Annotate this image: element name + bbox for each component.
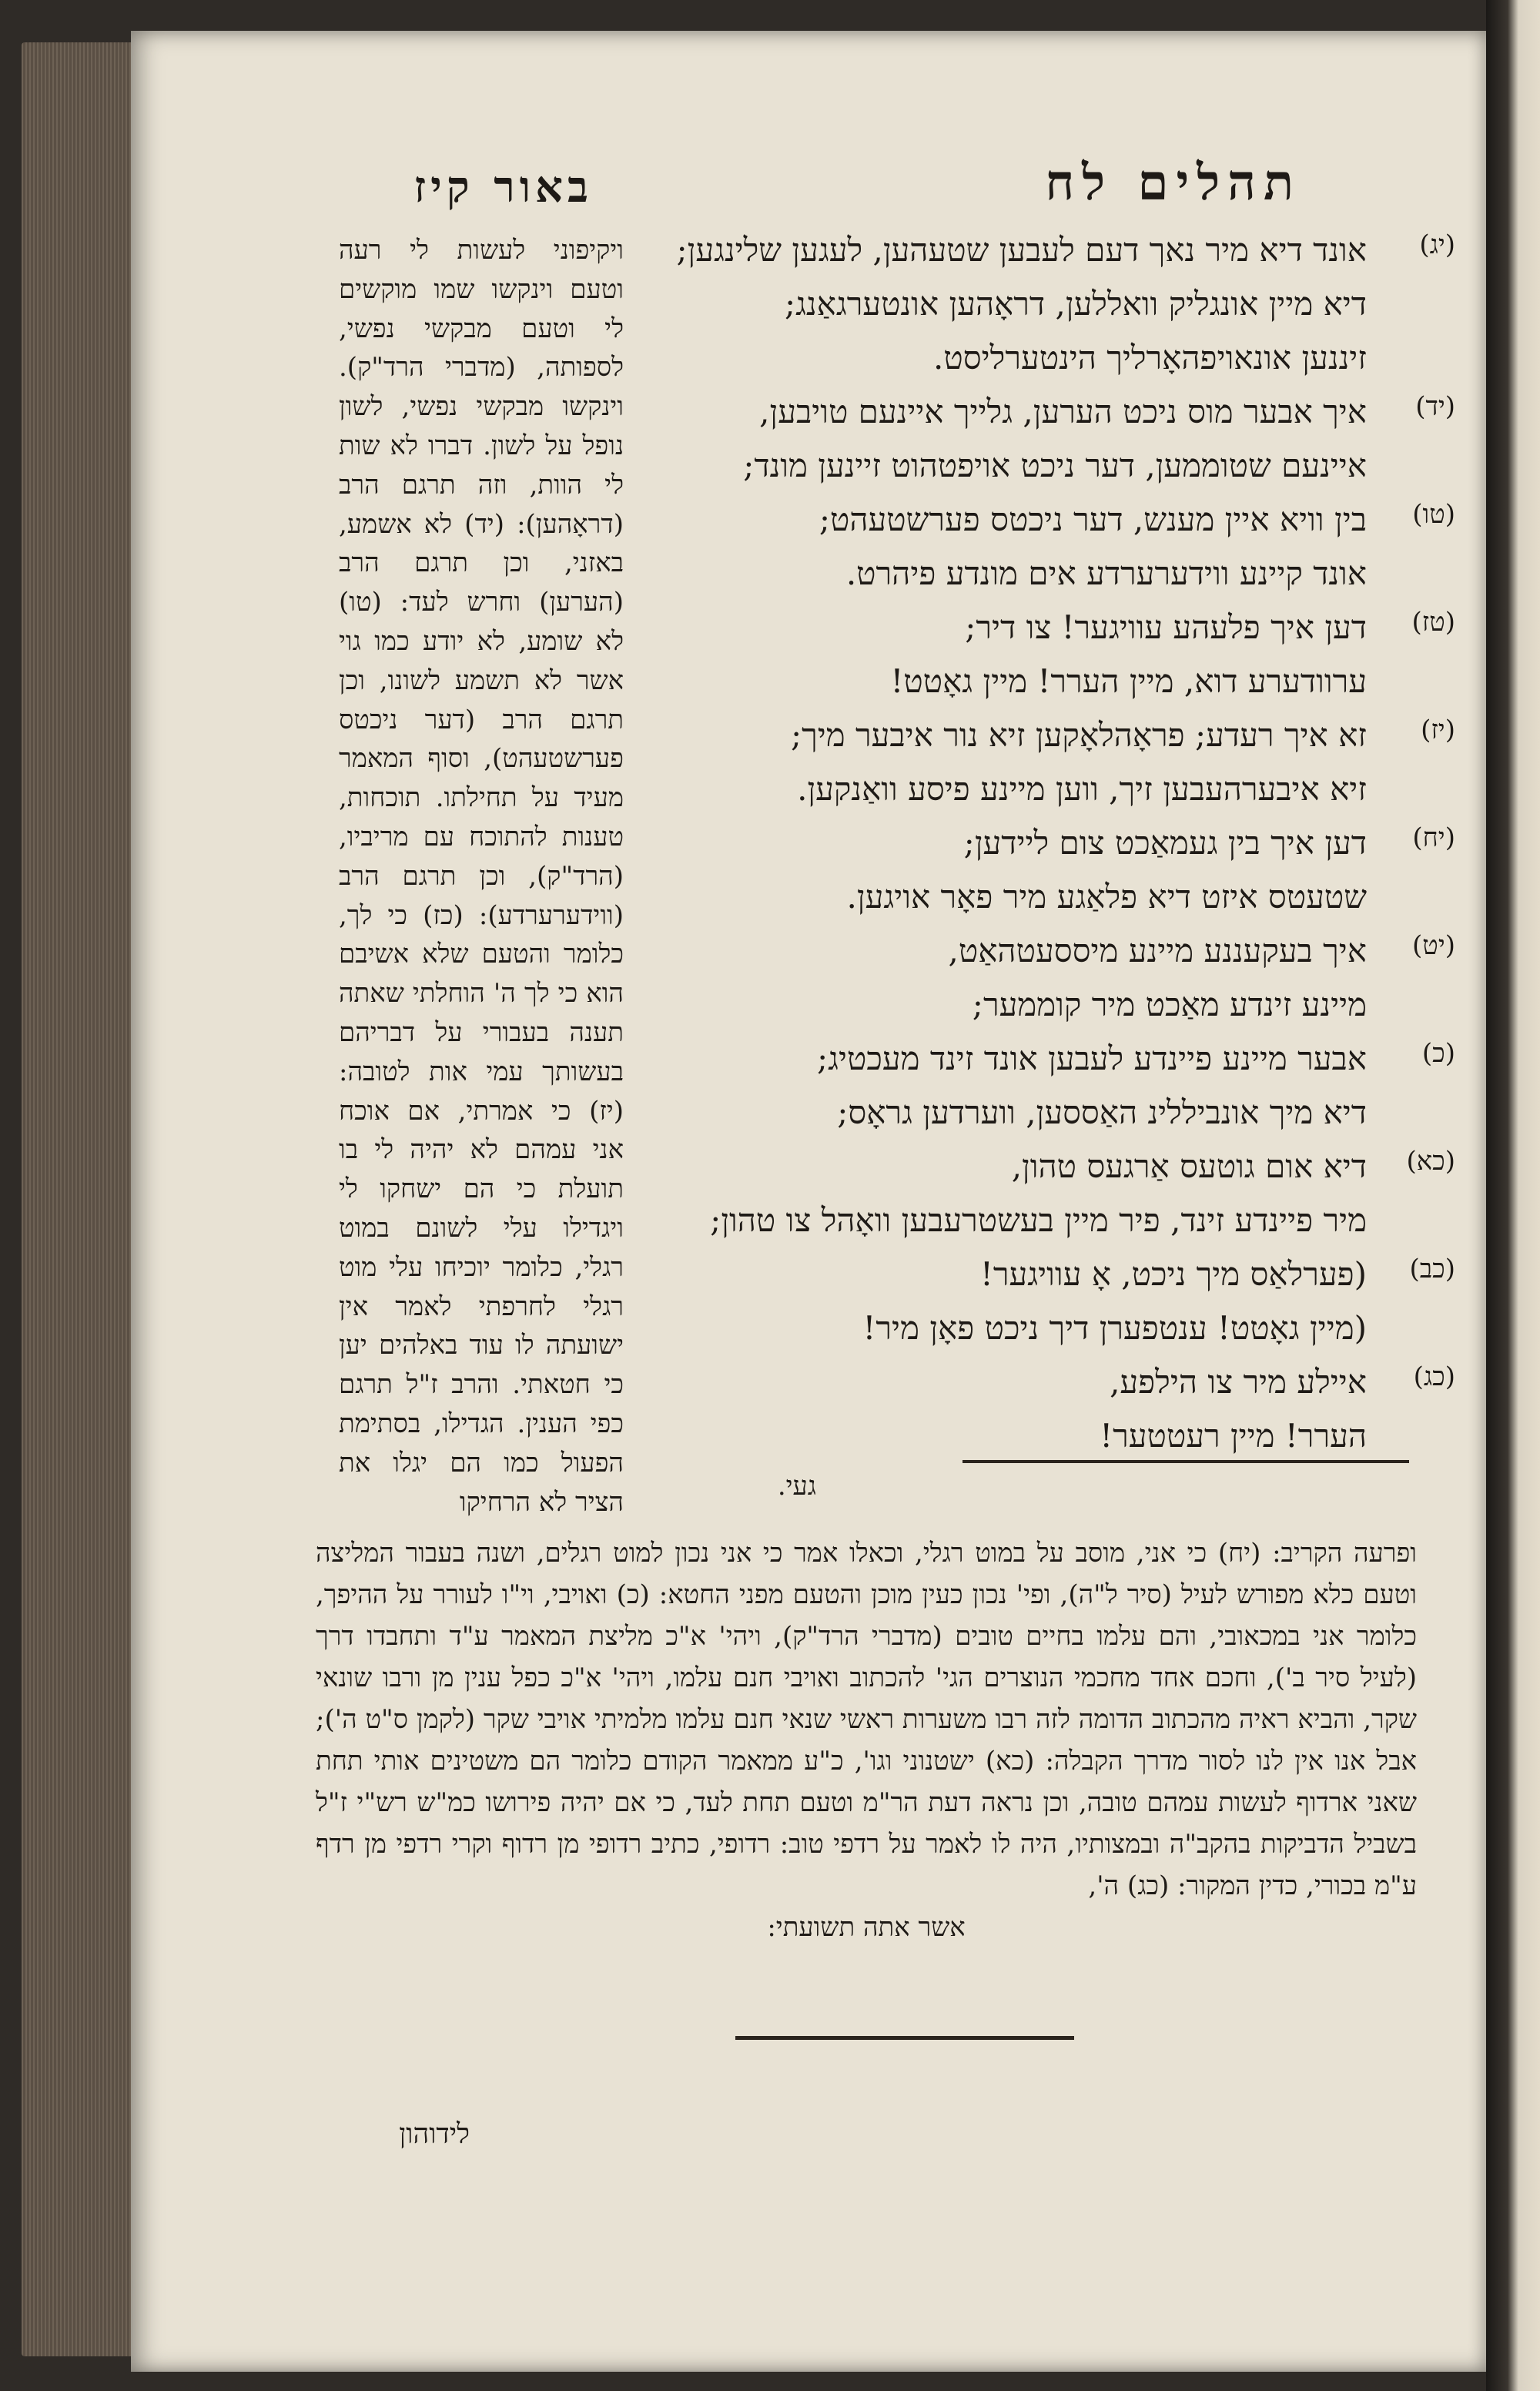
- footnotes-text: ופרעה הקריב: (יח) כי אני, מוסב על במוט רגלי, וכאלו אמר כי אני נכון למוט רגלים, ושנה בעבור המליצה וטעם כלא מפורש לעיל (סיר ל"ה), ופי' נכון כעין מוכן והטעם מפני החטא: (כ) ואויבי, וי"ו לעורר על ההיפך, כלומר אני במכאובי, והם עלמו בחיים טובים (מדברי הרד"ק), ויהי' א"כ מליצת המאמר ע"ד ותחבדו דרך (לעיל סיר ב'), וחכם אחד מחכמי הנוצרים הגי' להכתוב ואויבי חנם עלמו, ויהי' א"כ כפל ענין מן ורבו שונאי שקר, והביא ראיה מהכתוב הדומה לזה רבו משערות ראשי שנאי חנם עלמו מלמיתי אויבי שקר (לקמן ס"ט ה'); אבל אנו אין לנו לסור מדרך הקבלה: (כא) ישטנוני וגו', כ"ע ממאמר הקודם כלומר הם משטינים אותי תחת שאני ארדוף לעשות עמהם טובה, וכן נראה דעת הר"מ וטעם תחת לעד, כי אם יהיה פירושו כמ"ש רש"י ז"ל בשביל הדביקות בהקב"ה ובמצותיו, היה לו לאמר על רדפי טוב: רדופי, כתיב רדופי מן רדוף וקרי רדפי מן רדף ע"מ בכורי, כדין המקור: (כג) ה',: [316, 1538, 1417, 1901]
- verse-13: [678, 223, 1455, 385]
- verse-number: (כ): [1421, 1038, 1455, 1069]
- verse-line: ערוודערע דוא, מיין הערר! מיין גאָטט!: [890, 662, 1367, 700]
- verse-17: [678, 708, 1455, 816]
- verse-number: (כב): [1409, 1254, 1455, 1284]
- footnotes-last-line: אשר אתה תשועתי:: [767, 1912, 966, 1943]
- verse-line: דיא אום גוטעס אַרגעס טהון,: [1011, 1147, 1367, 1185]
- verse-number: (כג): [1413, 1361, 1455, 1392]
- verse-number: (יח): [1412, 822, 1455, 853]
- verse-line: איינעם שטוממען, דער ניכט אויפטהוט זיינען מונד;: [743, 447, 1367, 484]
- verse-19: [678, 924, 1455, 1032]
- verse-line: דען איך פלעהע עוויגער! צו דיר;: [965, 608, 1367, 646]
- commentary-title: באור קיז: [413, 162, 593, 213]
- verse-number: (טו): [1412, 499, 1455, 530]
- verse-line: (פערלאַס מיך ניכט, אָ עוויגער!: [979, 1255, 1367, 1293]
- verse-line: (מיין גאָטט! ענטפערן דיך ניכט פאָן מיר!: [862, 1309, 1367, 1347]
- verse-15: [678, 493, 1455, 601]
- verse-line: הערר! מיין רעטטער!: [1100, 1417, 1367, 1455]
- footnotes-block: [316, 1532, 1417, 1948]
- verse-18: [678, 816, 1455, 924]
- verse-line: איך בעקעננע מיינע מיססעטהאַט,: [948, 932, 1367, 969]
- verse-line: זיננען אונאויפהאָרליך הינטערליסט.: [933, 339, 1367, 377]
- verse-line: זא איך רעדע; פראָהלאָקען זיא נור איבער מיך;: [790, 716, 1367, 754]
- verse-22: [678, 1247, 1455, 1355]
- verse-number: (יט): [1412, 930, 1455, 961]
- page-catchword: לידוהון: [399, 2118, 470, 2150]
- verse-line: אבער מיינע פיינדע לעבען אונד זינד מעכטיג;: [816, 1040, 1367, 1077]
- verse-line: שטעטס איזט דיא פלאַגע מיר פאָר אויגען.: [846, 878, 1367, 916]
- verse-line: אונד קיינע ווידערערדע אים מונדע פיהרט.: [845, 554, 1367, 592]
- verse-line: זיא איבערהעבען זיך, ווען מיינע פיסע וואַנקען.: [797, 770, 1367, 808]
- verse-line: דען איך בין געמאַכט צום ליידען;: [963, 824, 1367, 862]
- page-title: תהלים לח: [1045, 154, 1301, 212]
- verse-line: מיר פיינדע זינד, פיר מיין בעשטרעבען וואָהל צו טהון;: [710, 1201, 1367, 1239]
- column-catchword: געי.: [777, 1471, 816, 1502]
- verse-23: [678, 1355, 1455, 1463]
- verse-number: (כא): [1406, 1146, 1455, 1177]
- verse-number: (יד): [1415, 391, 1455, 422]
- verse-number: (יג): [1419, 229, 1455, 260]
- page-stack-edge: [22, 42, 137, 2356]
- verse-column: [678, 223, 1455, 1463]
- verse-line: איך אבער מוס ניכט הערען, גלייך איינעם טויבען,: [759, 393, 1367, 430]
- verse-line: אונד דיא מיר נאך דעם לעבען שטעהען, לעגען שלינגען;: [676, 231, 1367, 269]
- verse-number: (יז): [1421, 715, 1455, 745]
- section-divider: [962, 1460, 1409, 1463]
- verse-number: (טז): [1411, 607, 1455, 638]
- verse-16: [678, 601, 1455, 708]
- verse-line: דיא מיך אונביללינ האַססען, ווערדען גראָס;: [837, 1093, 1367, 1131]
- verse-line: בין וויא איין מענש, דער ניכטס פערשטעהט;: [819, 501, 1367, 538]
- verse-20: [678, 1032, 1455, 1140]
- verse-line: דיא מיין אונגליק וואללען, דראָהען אונטערגאַנג;: [785, 285, 1367, 323]
- bottom-divider: [735, 2036, 1074, 2040]
- verse-line: מיינע זינדע מאַכט מיר קוממער;: [972, 986, 1367, 1023]
- verse-14: [678, 385, 1455, 493]
- facing-page-edge: [1486, 0, 1540, 2391]
- verse-line: איילע מיר צו הילפע,: [1110, 1363, 1367, 1401]
- commentary-column: ויקיפוני לעשות לי רעה וטעם וינקשו שמו מוקשים לי וטעם מבקשי נפשי, לספותה, (מדברי הרד"ק). וינקשו מבקשי נפשי, לשון נופל על לשון. דברו לא שות לי הוות, וזה תרגם הרב (דראָהען): (יד) לא אשמע, באזני, וכן תרגם הרב (הערען) וחרש לעד: (טו) לא שומע, לא יודע כמו גוי אשר לא תשמע לשונו, וכן תרגם הרב (דער ניכטס פערשטעהט), וסוף המאמר מעיד על תחילתו. תוכחות, טענות להתוכח עם מריביו, (הרד"ק), וכן תרגם הרב (ווידערערדע): (כז) כי לך, כלומר והטעם שלא אשיבם הוא כי לך ה' הוחלתי שאתה תענה בעבורי על דבריהם בעשותך עמי אות לטובה: (יז) כי אמרתי, אם אוכח אני עמהם לא יהיה לי בו תועלת כי הם ישחקו לי ויגדילו עלי לשונם במוט רגלי, כלומר יוכיחו עלי מוט רגלי לחרפתי לאמר אין ישועתה לו עוד באלהים יען כי חטאתי. והרב ז"ל תרגם כפי הענין. הגדילו, בסתימת הפעול כמו הם יגלו את הציר לא הרחיקו: [339, 235, 624, 1518]
- verse-21: [678, 1140, 1455, 1247]
